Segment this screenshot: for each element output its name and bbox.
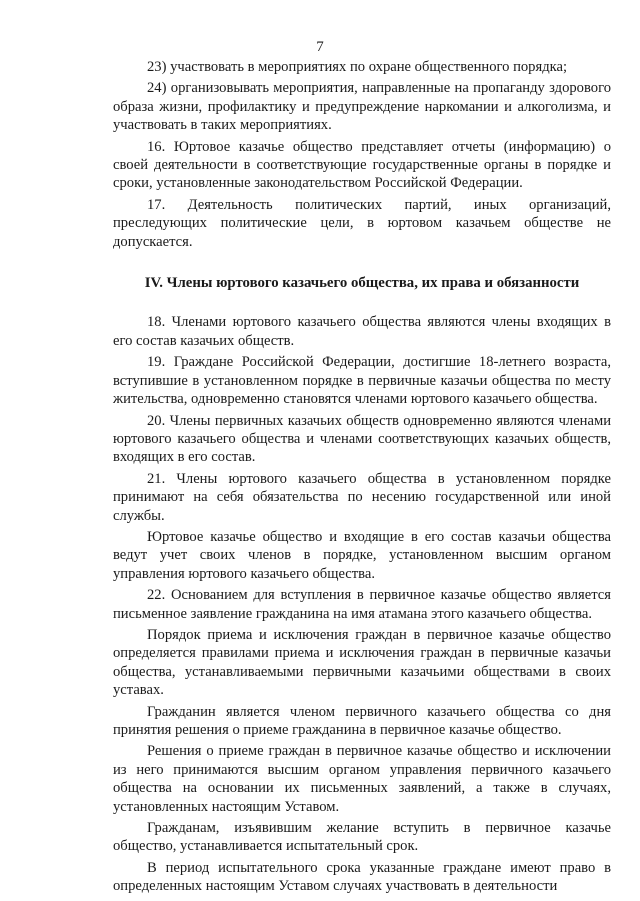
paragraph-clause-17: 17. Деятельность политических партий, иных организаций, преследующих политические цели, в юртовом казачьем обществе не допускается. xyxy=(113,196,611,250)
paragraph-clause-18: 18. Членами юртового казачьего общества являются члены входящих в его состав казачьих обществ. xyxy=(113,314,611,349)
paragraph-clause-22: 22. Основанием для вступления в первичное казачье общество является письменное заявление гражданина на имя атамана этого казачьего общества. xyxy=(113,587,611,622)
paragraph-membership-start: Гражданин является членом первичного казачьего общества со дня принятия решения о приеме гражданина в первичное казачье общество. xyxy=(113,703,611,738)
paragraph-clause-20: 20. Члены первичных казачьих обществ одновременно являются членами юртового казачьего общества и членами соответствующих казачьих обществ, входящих в его состав. xyxy=(113,412,611,466)
paragraph-probation-rights: В период испытательного срока указанные граждане имеют право в определенных настоящим Уставом случаях участвовать в деятельности xyxy=(113,859,611,895)
paragraph-admission-rules: Порядок приема и исключения граждан в первичное казачье общество определяется правилами приема и исключения граждан в первичные казачьи общества, устанавливаемыми первичными казачьими обществами в своих уставах. xyxy=(113,626,611,699)
paragraph-probation: Гражданам, изъявившим желание вступить в первичное казачье общество, устанавливается испытательный срок. xyxy=(113,820,611,855)
paragraph-item-23: 23) участвовать в мероприятиях по охране общественного порядка; xyxy=(147,59,568,75)
paragraph-member-records: Юртовое казачье общество и входящие в его состав казачьи общества ведут учет своих членов в порядке, установленном высшим органом управления юртового казачьего общества. xyxy=(113,528,611,582)
section-heading: IV. Члены юртового казачьего общества, их права и обязанности xyxy=(144,275,580,292)
paragraph-item-24: 24) организовывать мероприятия, направленные на пропаганду здорового образа жизни, профилактику и предупреждение наркомании и алкоголизма, и участвовать в таких мероприятиях. xyxy=(113,80,611,134)
page-number: 7 xyxy=(316,39,324,55)
paragraph-clause-16: 16. Юртовое казачье общество представляет отчеты (информацию) о своей деятельности в соответствующие государственные органы в порядке и сроки, установленные законодательством Российской Федерации. xyxy=(113,138,611,192)
document-body xyxy=(113,58,611,899)
paragraph-admission-decisions: Решения о приеме граждан в первичное казачье общество и исключении из него принимаются высшим органом управления первичного казачьего общества на основании их письменных заявлений, а также в случаях, установленных настоящим Уставом. xyxy=(113,743,611,815)
paragraph-clause-19: 19. Граждане Российской Федерации, достигшие 18-летнего возраста, вступившие в установленном порядке в первичные казачьи общества по месту жительства, одновременно становятся членами юртового казачьего общества. xyxy=(113,354,611,408)
paragraph-clause-21: 21. Члены юртового казачьего общества в установленном порядке принимают на себя обязательства по несению государственной или иной службы. xyxy=(113,470,611,524)
